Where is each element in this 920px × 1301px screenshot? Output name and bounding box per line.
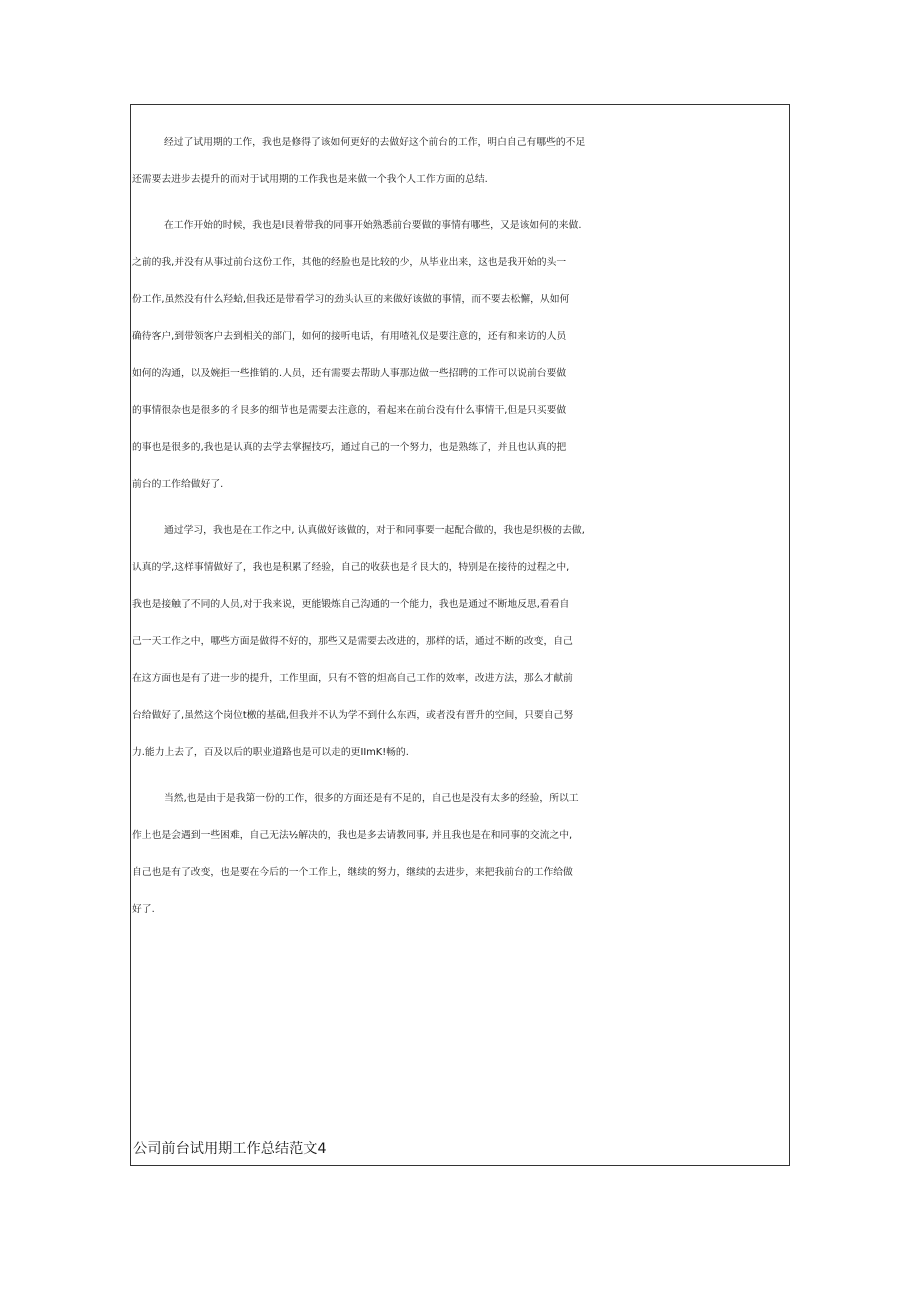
text-line: 作上也是会遇到一些困难，自己无法½解决的，我也是多去请教同事, 并且我也是在和同事的交流之中,	[132, 830, 573, 841]
text-line: 确待客户,到带领客户去到相关的部门，如何的接听电话，有用喳礼仪是要注意的，还有和来访的人员	[132, 331, 567, 342]
text-line: 还需要去进步去提升的而对于试用期的工作我也是来做一个我个人工作方面的总结.	[132, 174, 488, 185]
text-line: 份工作,虽然没有什么羟蛤,但我还是带看学习的劲头认亘的来做好该做的事情，而不要去松懈，从如何	[132, 294, 570, 305]
text-line: 力.能力上去了，百及以后的职业道路也是可以走的更IImK!畅的.	[132, 747, 409, 758]
text-line: 己一天工作之中，哪些方面是做得不好的，那些又是需要去改进的，那样的话，通过不断的改变，自己	[132, 636, 573, 647]
text-line: 经过了试用期的工作，我也是修得了该如何更好的去做好这个前台的工作，明白自己有哪些的不足	[164, 137, 586, 148]
text-line: 认真的学,这样事情做好了，我也是积累了经验，自己的收获也是彳艮大的，特别是在接待的过程之中,	[132, 562, 570, 573]
document-body	[131, 124, 791, 937]
text-line: 的事情很杂也是很多的彳艮多的细节也是需要去注意的，看起来在前台没有什么事情干,但是只买要做	[132, 405, 567, 416]
text-line: 好了.	[132, 904, 155, 915]
paragraph	[132, 780, 790, 928]
document-frame	[130, 104, 790, 1166]
text-line: 在工作开始的时候，我也是I艮着带我的同事开始熟悉前台要做的事情有哪些，又是该如何的来做.	[164, 220, 582, 231]
text-line: 的事也是很多的,我也是认真的去学去掌握技巧，通过自己的一个努力，也是熟练了，并且也认真的把	[132, 442, 567, 453]
text-line: 台给做好了,虽然这个岗位t檄的基础,但我并不认为学不到什么东西，或者没有晋升的空间，只要自己努	[132, 710, 574, 721]
text-line: 我也是接触了不同的人员,对于我来说，更能锻炼自己沟通的一个能力，我也是通过不断地反思,看看自	[132, 599, 570, 610]
text-line: 在这方面也是有了进一步的提升，工作里面，只有不管的炟高自己工作的效率，改进方法，那么才献前	[132, 673, 573, 684]
text-line: 通过学习，我也是在工作之中, 认真做好该做的，对于和同事要一起配合做的，我也是织极的去做,	[164, 525, 585, 536]
paragraph	[132, 512, 790, 771]
text-line: 自己也是有了改变，也是要在今后的一个工作上，继续的努力，继续的去进步，来把我前台的工作给做	[132, 867, 573, 878]
paragraph	[132, 207, 790, 503]
text-line: 之前的我,并没有从事过前台这份工作，其他的经脸也是比较的少，从毕业出来，这也是我开始的头一	[132, 257, 567, 268]
text-line: 如何的沟通，以及婉拒一些推销的.人员，还有需要去帮助人事那边做一些招聘的工作可以说前台要做	[132, 368, 567, 379]
text-line: 前台的工作给做好了.	[132, 479, 224, 490]
next-section-title: 公司前台试用期工作总结范文4	[133, 1141, 327, 1157]
paragraph	[132, 124, 790, 198]
text-line: 当然,也是由于是我第一份的工作，很多的方面还是有不足的，自己也是没有太多的经验，所以工	[164, 793, 579, 804]
